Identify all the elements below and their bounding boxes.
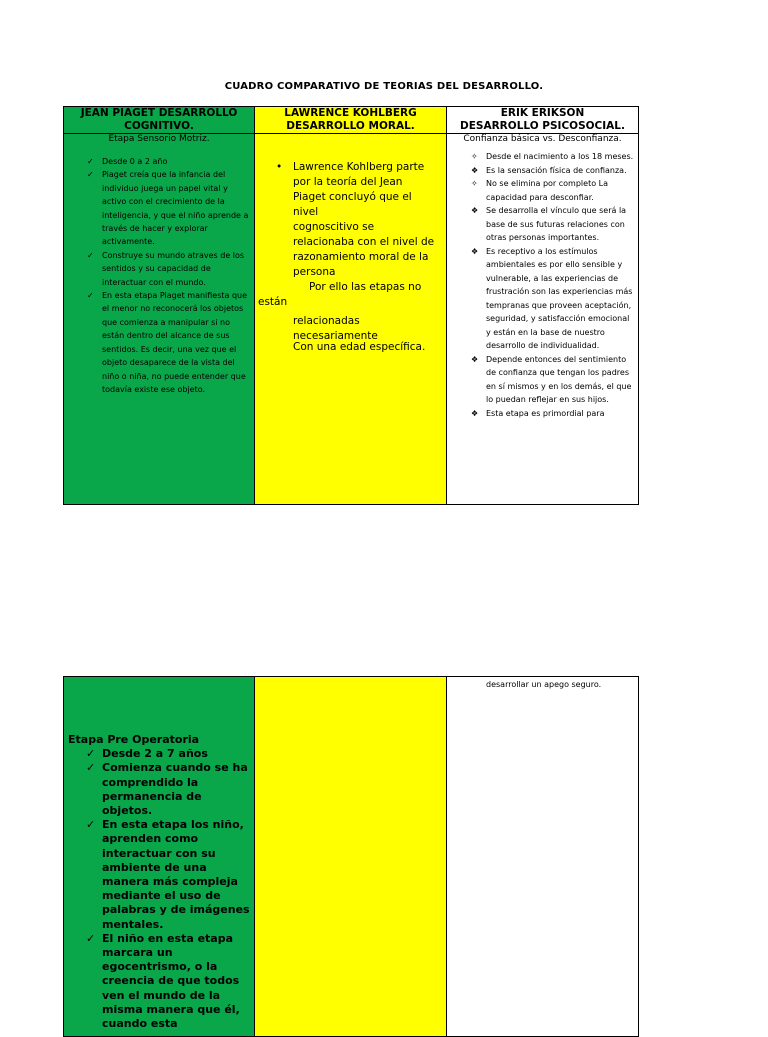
piaget-stage1-list bbox=[64, 145, 254, 396]
list-item-text: En esta etapa Piaget manifiesta que el menor no reconocerá los objetos que comienza a manipular si no están dentro del alcance de sus sentidos. Es decir, una vez que el objeto desaparece de la vista del niño o niña, no puede entender que todavía existe ese objeto. bbox=[102, 291, 248, 394]
diamond-filled-icon: ❖ bbox=[471, 408, 479, 418]
list-item bbox=[471, 245, 634, 353]
kohlberg-line: relacionadas bbox=[293, 315, 360, 327]
check-icon: ✓ bbox=[87, 170, 94, 180]
kohlberg-line: necesariamente bbox=[293, 330, 378, 342]
list-item-text: Se desarrolla el vínculo que será la base de sus futuras relaciones con otras personas importantes. bbox=[486, 206, 627, 242]
erikson-stage-title: Confianza básica vs. Desconfianza. bbox=[463, 134, 622, 144]
kohlberg-text bbox=[255, 134, 446, 355]
list-item-text: No se elimina por completo La capacidad para desconfiar. bbox=[486, 179, 608, 202]
kohlberg-line: cognoscitivo se bbox=[293, 221, 375, 233]
list-item bbox=[86, 818, 250, 932]
header-piaget bbox=[64, 107, 255, 134]
cell-piaget-stage1 bbox=[64, 134, 255, 505]
check-icon: ✓ bbox=[87, 250, 94, 260]
document-title: CUADRO COMPARATIVO DE TEORIAS DEL DESARROLLO. bbox=[224, 81, 544, 92]
header-erikson-line2: DESARROLLO PSICOSOCIAL. bbox=[460, 120, 625, 132]
kohlberg-line: Piaget concluyó que el bbox=[293, 191, 412, 203]
list-item-text: En esta etapa los niño, aprenden como interactuar con su ambiente de una manera más compleja mediante el uso de palabras y de imágenes mentales. bbox=[102, 818, 250, 931]
cell-kohlberg bbox=[255, 134, 447, 505]
cell-erikson-stage2 bbox=[447, 677, 639, 1037]
check-icon: ✓ bbox=[87, 291, 94, 301]
list-item-text: Depende entonces del sentimiento de confianza que tengan los padres en sí mismos y en los demás, el que lo puedan reflejar en sus hijos. bbox=[486, 354, 632, 404]
list-item-text: Piaget creía que la infancia del individuo juega un papel vital y activo con el crecimiento de la inteligencia, y que el niño aprende a través de hacer y explorar activamente. bbox=[102, 170, 249, 247]
list-item bbox=[86, 761, 250, 818]
list-item bbox=[471, 204, 634, 245]
list-item bbox=[86, 931, 250, 1031]
list-item bbox=[87, 155, 250, 168]
list-item bbox=[87, 289, 250, 396]
header-kohlberg-line2: DESARROLLO MORAL. bbox=[286, 120, 415, 132]
comparison-table-page2 bbox=[63, 676, 639, 1037]
list-item bbox=[87, 168, 250, 248]
cell-piaget-stage2 bbox=[64, 677, 255, 1037]
list-item-text: Desde 2 a 7 años bbox=[102, 747, 208, 761]
list-item-text: Comienza cuando se ha comprendido la permanencia de objetos. bbox=[102, 761, 248, 818]
header-kohlberg bbox=[255, 107, 447, 134]
diamond-filled-icon: ❖ bbox=[471, 165, 479, 175]
diamond-filled-icon: ❖ bbox=[471, 354, 479, 364]
piaget-stage2-list bbox=[68, 747, 250, 1031]
kohlberg-line: están bbox=[258, 296, 288, 308]
list-item bbox=[471, 353, 634, 407]
kohlberg-line: Con una edad específica. bbox=[293, 341, 426, 353]
list-item bbox=[87, 249, 250, 289]
bullet-icon: • bbox=[276, 161, 283, 173]
kohlberg-line: nivel bbox=[293, 206, 319, 218]
header-erikson bbox=[447, 107, 639, 134]
header-piaget-line1: JEAN PIAGET DESARROLLO bbox=[80, 107, 238, 119]
list-item-text: Construye su mundo atraves de los sentidos y su capacidad de interactuar con el mundo. bbox=[102, 250, 245, 287]
header-erikson-line1: ERIK ERIKSON bbox=[500, 107, 585, 119]
cell-kohlberg-stage2 bbox=[255, 677, 447, 1037]
diamond-outline-icon: ✧ bbox=[471, 152, 478, 161]
kohlberg-line: razonamiento moral de la bbox=[293, 251, 429, 263]
kohlberg-line: Lawrence Kohlberg parte bbox=[293, 161, 425, 173]
list-item-text: El niño en esta etapa marcara un egocentrismo, o la creencia de que todos ven el mundo de la misma manera que él, cuando esta bbox=[102, 931, 240, 1031]
list-item bbox=[471, 150, 634, 164]
check-icon: ✓ bbox=[87, 157, 94, 166]
check-icon: ✓ bbox=[86, 761, 96, 775]
list-item-text: Esta etapa es primordial para bbox=[486, 408, 605, 418]
list-item-text: Desde el nacimiento a los 18 meses. bbox=[486, 152, 634, 161]
check-icon: ✓ bbox=[86, 931, 96, 945]
list-item bbox=[471, 407, 634, 421]
list-item-text: Es la sensación física de confianza. bbox=[486, 165, 627, 175]
header-piaget-line2: COGNITIVO. bbox=[124, 120, 194, 132]
list-item-text: Desde 0 a 2 año bbox=[102, 157, 168, 166]
piaget-stage2-title: Etapa Pre Operatoria bbox=[68, 733, 200, 746]
list-item bbox=[471, 164, 634, 178]
piaget-stage2 bbox=[64, 677, 254, 1031]
header-kohlberg-line1: LAWRENCE KOHLBERG bbox=[284, 107, 417, 119]
cell-erikson-stage1 bbox=[447, 134, 639, 505]
diamond-filled-icon: ❖ bbox=[471, 246, 479, 256]
erikson-list bbox=[447, 145, 638, 420]
diamond-filled-icon: ❖ bbox=[471, 206, 479, 215]
comparison-table-page1 bbox=[63, 106, 639, 505]
kohlberg-line: por la teoría del Jean bbox=[293, 176, 403, 188]
check-icon: ✓ bbox=[86, 818, 96, 832]
list-item-text: Es receptivo a los estímulos ambientales es por ello sensible y vulnerable, a las experiencias de frustración son las experiencias más tempranas que proveen aceptación, seguridad, y satisfacción emocional y están en la base de nuestro desarrollo de individualidad. bbox=[486, 246, 633, 350]
diamond-outline-icon: ✧ bbox=[471, 179, 478, 188]
list-item bbox=[471, 177, 634, 204]
erikson-continuation: desarrollar un apego seguro. bbox=[486, 680, 602, 689]
kohlberg-line: persona bbox=[293, 266, 336, 278]
piaget-stage1-title: Etapa Sensorio Motriz. bbox=[108, 134, 210, 144]
check-icon: ✓ bbox=[86, 747, 96, 761]
kohlberg-line: relacionaba con el nivel de bbox=[293, 236, 435, 248]
list-item bbox=[86, 747, 250, 761]
kohlberg-line: Por ello las etapas no bbox=[309, 281, 422, 293]
